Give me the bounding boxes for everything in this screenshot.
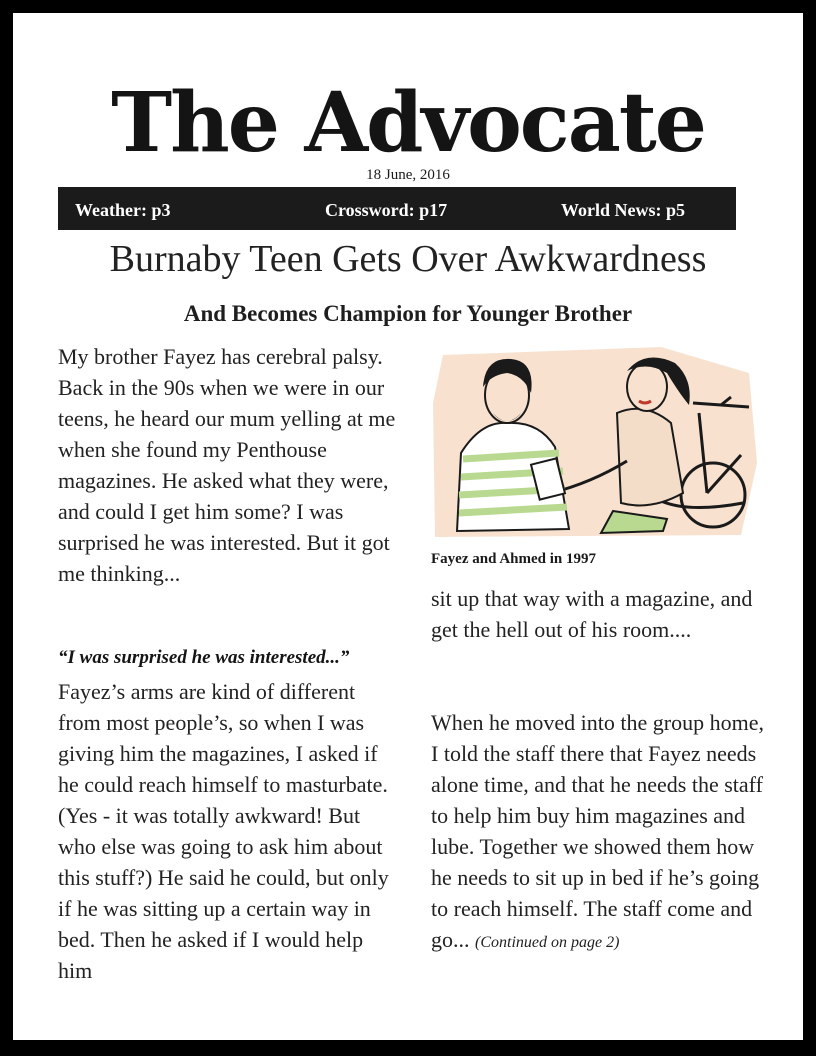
masthead-title: The Advocate [111, 75, 705, 171]
article-paragraph-1 [58, 341, 398, 589]
paragraph-4-text [431, 707, 776, 958]
article-subheadline: And Becomes Champion for Younger Brother [183, 301, 633, 326]
section-index-bar [58, 187, 736, 230]
issue-date: 18 June, 2016 [366, 167, 450, 183]
weather-link: Weather: p3 [75, 200, 171, 220]
article-paragraph-2 [58, 676, 398, 986]
article-paragraph-4 [431, 707, 776, 958]
paragraph-4-body: When he moved into the group home, I told the staff there that Fayez needs alone time, and that he needs the staff to help him buy him magazines and lube. Together we showed them how he needs to sit up in bed if he’s going to reach himself. The staff come and go... [431, 710, 764, 952]
crossword-link: Crossword: p17 [325, 200, 448, 220]
newspaper-page [13, 13, 803, 1040]
world-news-link: World News: p5 [561, 200, 686, 220]
paragraph-1-text: My brother Fayez has cerebral palsy. Back in the 90s when we were in our teens, he heard our mum yelling at me when she found my Penthouse magazines. He asked what they were, and could I get him some? I was surprised he was interested. But it got me thinking... [58, 344, 396, 586]
continued-note: (Continued on page 2) [475, 934, 620, 951]
pull-quote: “I was surprised he was interested...” [58, 647, 350, 668]
photo-caption: Fayez and Ahmed in 1997 [431, 551, 597, 567]
article-paragraph-3 [431, 583, 776, 645]
article-headline: Burnaby Teen Gets Over Awkwardness [109, 238, 707, 280]
paragraph-2-text: Fayez’s arms are kind of different from most people’s, so when I was giving him the magazines, I asked if he could reach himself to masturbate. (Yes - it was totally awkward! But who else was going to ask him about this stuff?) He said he could, but only if he was sitting up a certain way in bed. Then he asked if I would help him [58, 679, 389, 983]
illustration-drawing [431, 343, 761, 539]
brothers-illustration [431, 343, 761, 539]
paragraph-3-text: sit up that way with a magazine, and get the hell out of his room.... [431, 586, 753, 642]
